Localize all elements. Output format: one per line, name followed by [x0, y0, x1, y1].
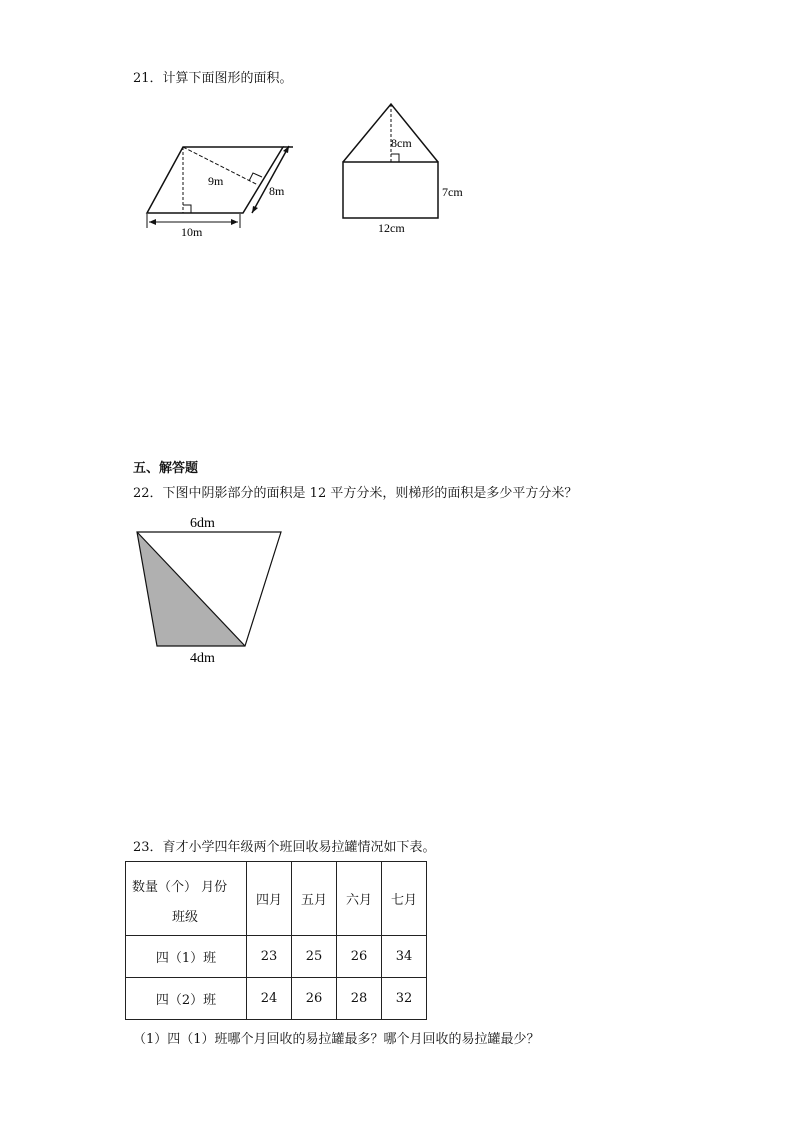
table-corner-header [126, 862, 247, 936]
month-header: 五月 [292, 862, 337, 936]
house-figure [343, 104, 463, 235]
height-label: 9m [208, 174, 224, 188]
roof-height-label: 8cm [391, 136, 412, 150]
class-name: 四（1）班 [126, 936, 247, 978]
rect-height-label: 7cm [442, 185, 463, 199]
table-cell: 32 [382, 978, 427, 1020]
section-title: 五、解答题 [133, 461, 199, 476]
right-angle-mark-side [249, 173, 262, 181]
width-label: 12cm [378, 221, 405, 235]
q21-title: 21．计算下面图形的面积。 [133, 71, 293, 86]
side-label: 8m [269, 184, 285, 198]
roof-triangle [343, 104, 438, 162]
cans-table [125, 861, 427, 1020]
house-rectangle [343, 162, 438, 218]
table-header-row [126, 862, 427, 936]
q23-sub1: （1）四（1）班哪个月回收的易拉罐最多？哪个月回收的易拉罐最少？ [133, 1032, 540, 1047]
q23-title: 23．育才小学四年级两个班回收易拉罐情况如下表。 [133, 840, 436, 855]
month-header: 七月 [382, 862, 427, 936]
trapezoid-figure [0, 500, 400, 670]
base-arrow-right [231, 219, 238, 225]
side-dimension-line [252, 146, 289, 213]
top-base-label: 6dm [190, 516, 215, 531]
table-cell: 26 [292, 978, 337, 1020]
table-row [126, 978, 427, 1020]
table-cell: 34 [382, 936, 427, 978]
table-cell: 26 [337, 936, 382, 978]
table-cell: 25 [292, 936, 337, 978]
right-angle-mark-bottom [183, 205, 191, 213]
q21-figures [0, 0, 794, 300]
roof-right-angle-mark [391, 154, 399, 162]
table-cell: 28 [337, 978, 382, 1020]
base-arrow-left [149, 219, 156, 225]
class-name: 四（2）班 [126, 978, 247, 1020]
table-row [126, 936, 427, 978]
header-class: 班级 [172, 910, 199, 925]
table-cell: 23 [247, 936, 292, 978]
header-quantity-month: 数量（个） 月份 [132, 880, 228, 895]
parallelogram-figure [147, 146, 293, 239]
table-cell: 24 [247, 978, 292, 1020]
bottom-base-label: 4dm [190, 651, 215, 666]
q22-title: 22．下图中阴影部分的面积是 12 平方分米，则梯形的面积是多少平方分米？ [133, 486, 578, 501]
month-header: 六月 [337, 862, 382, 936]
side-arrow-bottom [252, 206, 258, 213]
base-label: 10m [181, 225, 203, 239]
month-header: 四月 [247, 862, 292, 936]
